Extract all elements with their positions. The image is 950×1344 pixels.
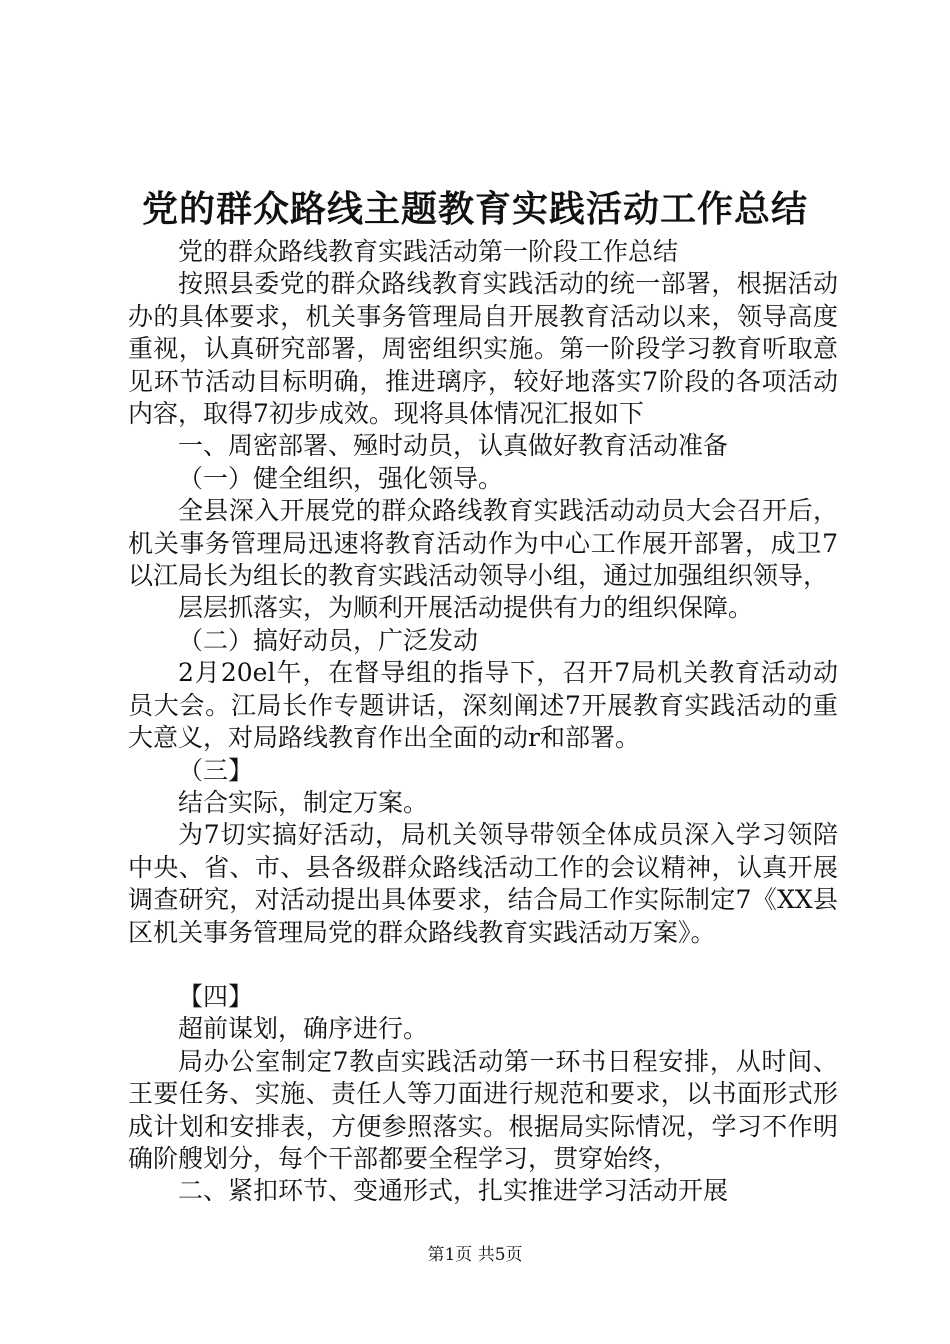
subsection-heading-2: （二）搞好动员，广泛发动 — [178, 625, 479, 655]
paragraph-intro: 按照县委党的群众路线教育实践活动的统一部署，根据活动办的具体要求，机关事务管理局自开展教育活动以来，领导高度重视，认真研究部署，周密组织实施。第一阶段学习教育听取意见环节活动目标明确，推进璃序，较好地落实7阶段的各项活动内容，取得7初步成效。现将具体情况汇报如下 — [128, 269, 838, 429]
paragraph-schedule: 局办公室制定7教卣实践活动第一环书日程安排，从时间、王要任务、实施、责任人等刀面进行规范和要求，以书面形式形成计划和安排表，方便参照落实。根据局实际情况，学习不作明确阶艘划分，每个干部都要全程学习，贯穿始终， — [128, 1046, 838, 1173]
paragraph-plan-heading: 结合实际，制定万案。 — [178, 787, 429, 817]
paragraph-plan: 为7切实搞好活动，局机关领导带领全体成员深入学习领陪中央、省、市、县各级群众路线活动工作的会议精神，认真开展调查研究，对活动提出具体要求，结合局工作实际制定7《XX县区机关事务管理局党的群众路线教育实践活动万案》。 — [128, 820, 838, 947]
section-heading-2: 二、紧扣环节、变通形式，扎实推进学习活动开展 — [178, 1176, 729, 1206]
subsection-heading-1: （一）健全组织，强化领导。 — [178, 463, 504, 493]
paragraph-subtitle: 党的群众路线教育实践活动第一阶段工作总结 — [178, 237, 679, 266]
subsection-heading-3: （三】 — [178, 755, 254, 785]
paragraph-spacer — [128, 949, 838, 981]
paragraph-mobilization: 2月20el午，在督导组的指导下，召开7局机关教育活动动员大会。江局长作专题讲话，深刻阐述7开展教育实践活动的重大意义，对局路线教育作出全面的动r和部署。 — [128, 658, 838, 753]
paragraph-organization: 全县深入开展党的群众路线教育实践活动动员大会召开后，机关事务管理局迅速将教育活动作为中心工作展开部署，成卫7以江局长为组长的教育实践活动领导小组，通过加强组织领导， — [128, 496, 838, 591]
page-number: 第1页 共5页 — [427, 1245, 523, 1265]
paragraph-implementation: 层层抓落实，为顺利开展活动提供有力的组织保障。 — [178, 593, 754, 623]
document-title: 党的群众路线主题教育实践活动工作总结 — [141, 188, 808, 230]
subsection-heading-4: 【四】 — [178, 981, 254, 1011]
section-heading-1: 一、周密部署、殛时动员，认真做好教育活动准备 — [178, 431, 729, 461]
paragraph-schedule-heading: 超前谋划，确序进行。 — [178, 1014, 429, 1044]
document-body — [128, 236, 838, 1208]
